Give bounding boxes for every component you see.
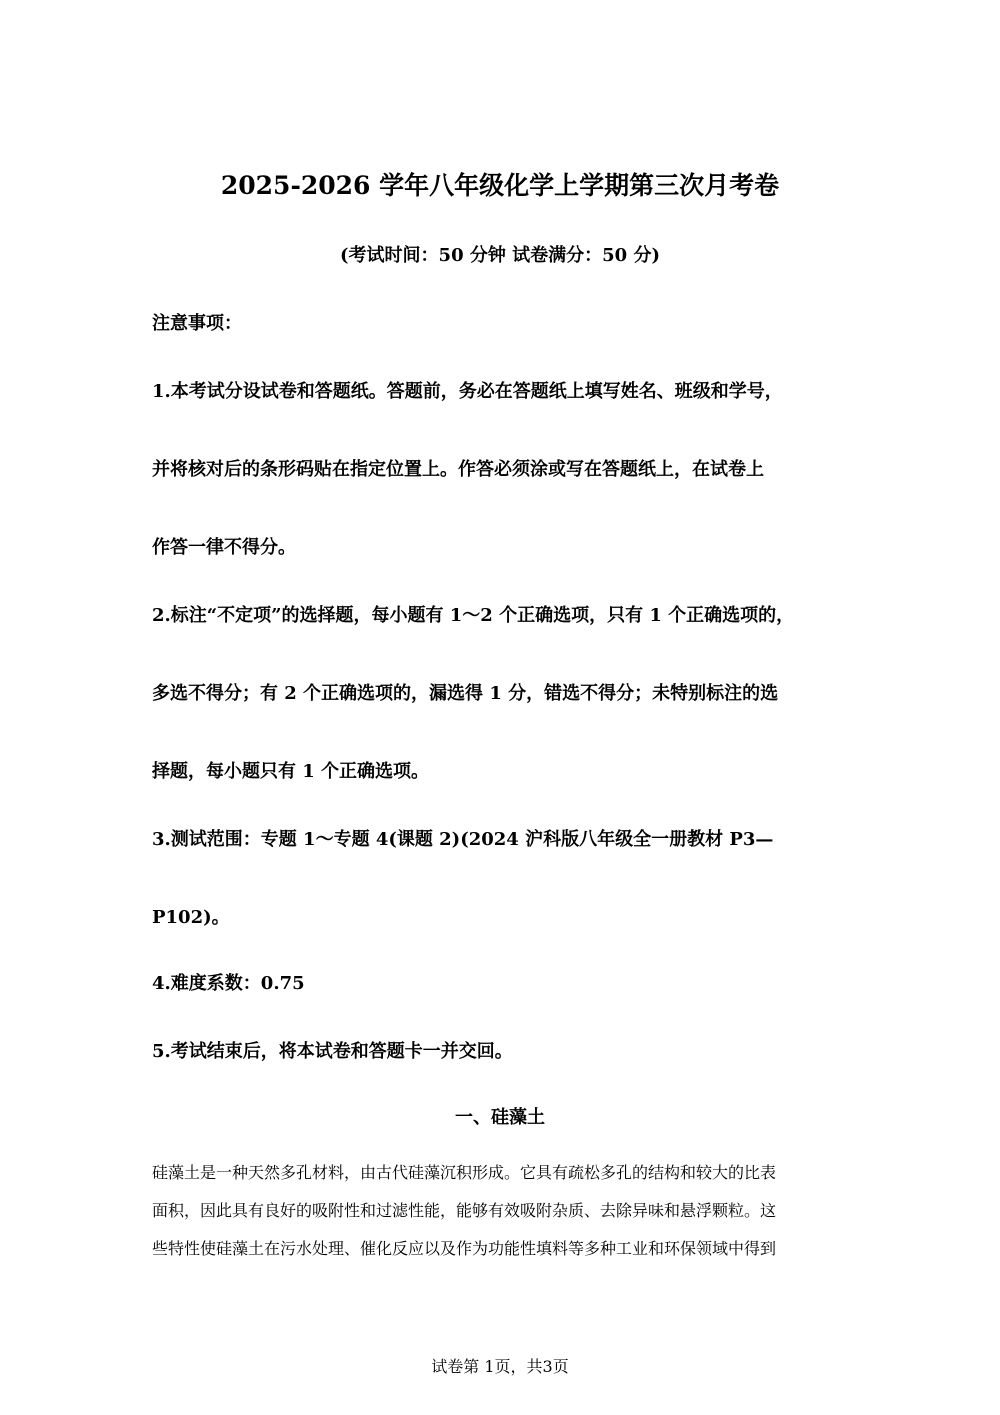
paragraph-line: 面积，因此具有良好的吸附性和过滤性能，能够有效吸附杂质、去除异味和悬浮颗粒。这 — [152, 1201, 777, 1220]
paragraph-line: 些特性使硅藻土在污水处理、催化反应以及作为功能性填料等多种工业和环保领域中得到 — [152, 1239, 777, 1258]
notice-line: 3.测试范围：专题 1～专题 4(课题 2)(2024 沪科版八年级全一册教材 P3— — [152, 829, 774, 850]
notice-line: 多选不得分；有 2 个正确选项的，漏选得 1 分，错选不得分；未特别标注的选 — [152, 683, 779, 704]
notice-line: 5.考试结束后，将本试卷和答题卡一并交回。 — [152, 1041, 513, 1062]
notice-line: P102)。 — [152, 907, 230, 928]
paragraph-line: 硅藻土是一种天然多孔材料，由古代硅藻沉积形成。它具有疏松多孔的结构和较大的比表 — [152, 1163, 777, 1182]
notice-line: 4.难度系数：0.75 — [152, 973, 305, 994]
notice-line: 2.标注“不定项”的选择题，每小题有 1～2 个正确选项，只有 1 个正确选项的， — [152, 605, 795, 626]
exam-info-subtitle: (考试时间：50 分钟 试卷满分：50 分) — [340, 245, 660, 266]
notice-heading: 注意事项： — [152, 313, 242, 334]
notice-line: 并将核对后的条形码贴在指定位置上。作答必须涂或写在答题纸上，在试卷上 — [152, 459, 764, 480]
page-footer: 试卷第 1页，共3页 — [431, 1357, 569, 1376]
page-title: 2025-2026 学年八年级化学上学期第三次月考卷 — [220, 171, 780, 200]
notice-line: 1.本考试分设试卷和答题纸。答题前，务必在答题纸上填写姓名、班级和学号， — [152, 381, 783, 402]
section-heading: 一、硅藻土 — [455, 1107, 545, 1128]
notice-line: 作答一律不得分。 — [152, 537, 296, 558]
notice-line: 择题，每小题只有 1 个正确选项。 — [152, 761, 430, 782]
